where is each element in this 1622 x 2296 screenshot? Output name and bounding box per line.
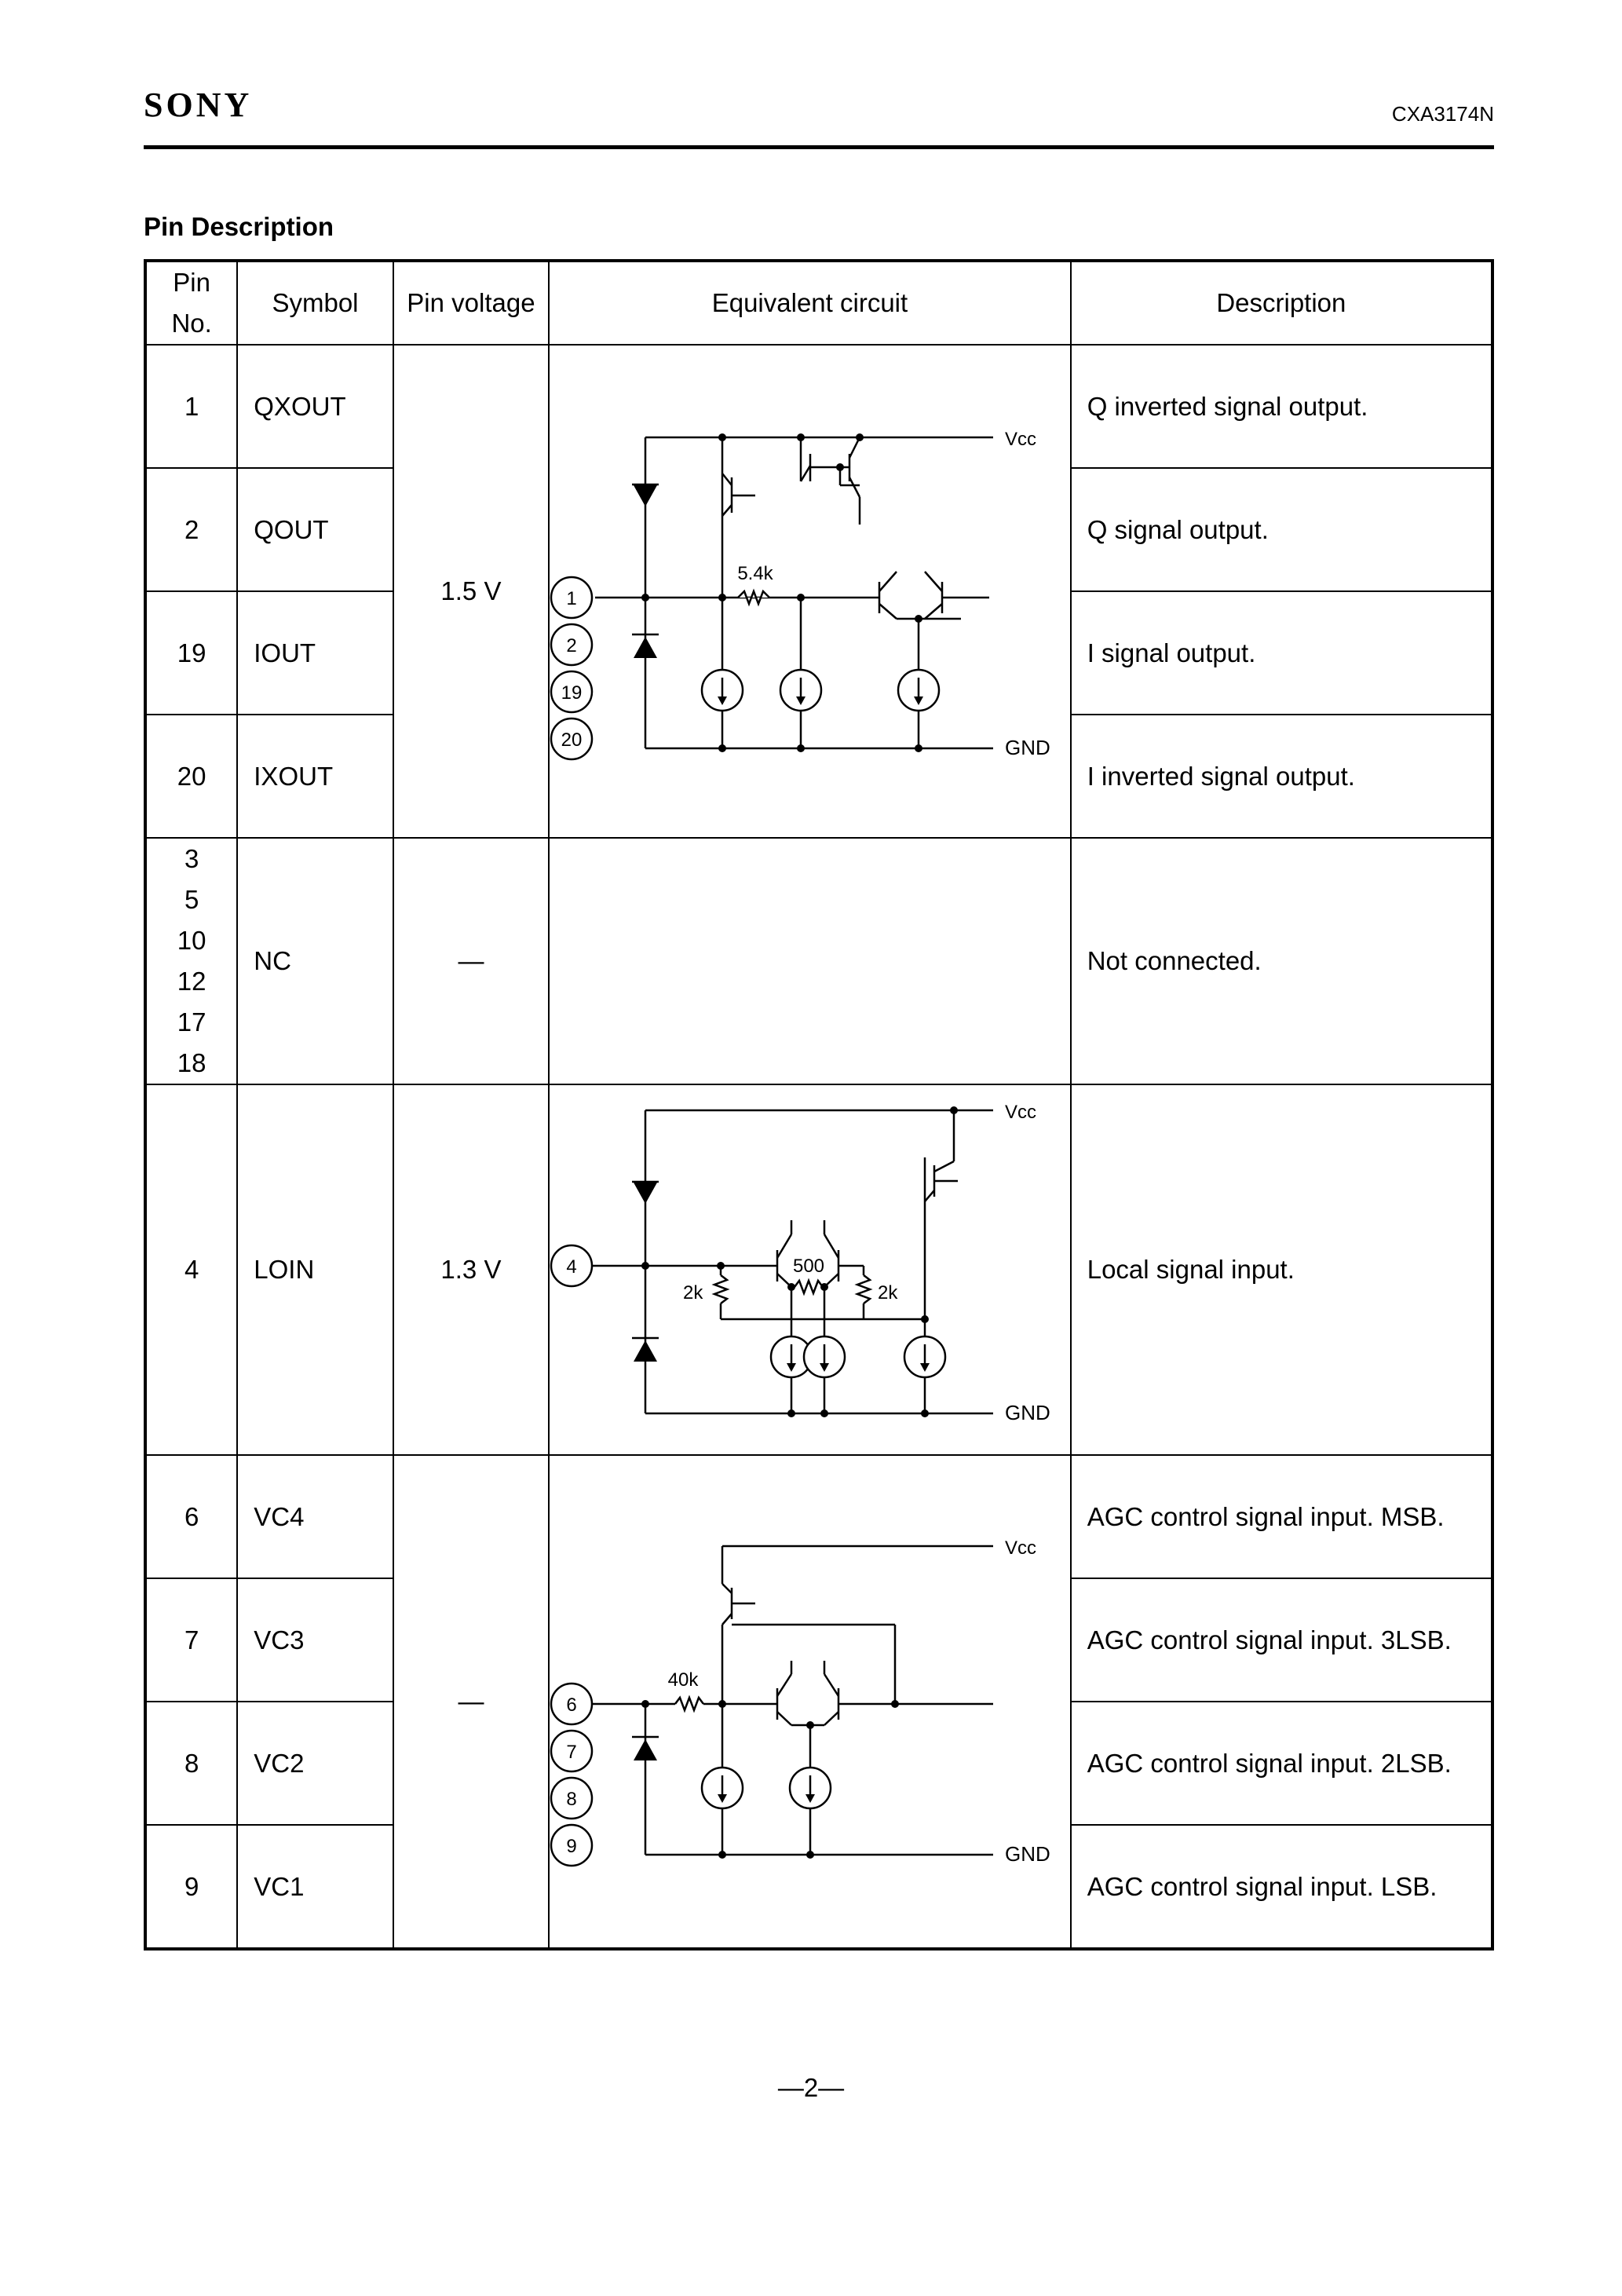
pin-number: 1	[145, 345, 237, 468]
part-number: CXA3174N	[1391, 102, 1494, 126]
pin-description: AGC control signal input. 2LSB.	[1071, 1702, 1492, 1825]
pin-number: 12	[177, 967, 206, 996]
pin-number: 4	[145, 1084, 237, 1455]
col-header-pin-no	[145, 261, 237, 345]
diode-icon	[634, 1183, 657, 1204]
resistor-label: 500	[793, 1256, 825, 1277]
pin-description: Q signal output.	[1071, 468, 1492, 591]
sony-logo: SONY	[144, 86, 253, 124]
page-number: —2—	[777, 2073, 845, 2102]
gnd-label: GND	[1005, 1401, 1050, 1424]
pin-symbol: VC4	[237, 1455, 393, 1578]
pin-number: 20	[145, 715, 237, 838]
pin-symbol: VC3	[237, 1578, 393, 1702]
equivalent-circuit-output	[549, 345, 1071, 838]
pin-number: 7	[145, 1578, 237, 1702]
pin-circle-label: 8	[566, 1789, 577, 1810]
output-circuit-diagram	[550, 348, 1070, 835]
pin-symbol: IXOUT	[237, 715, 393, 838]
pin-description: I signal output.	[1071, 591, 1492, 715]
pin-number: 18	[177, 1048, 206, 1077]
table-row	[145, 838, 1492, 1084]
equivalent-circuit-loin	[549, 1084, 1071, 1455]
pin-circle-label: 4	[566, 1256, 577, 1278]
pin-circle-label: 20	[561, 729, 583, 751]
resistor-label: 2k	[683, 1282, 703, 1303]
pin-symbol: NC	[237, 838, 393, 1084]
header-rule	[144, 145, 1494, 149]
diode-icon	[634, 1340, 657, 1362]
pin-symbol: IOUT	[237, 591, 393, 715]
pin-description: I inverted signal output.	[1071, 715, 1492, 838]
pin-number: 3	[184, 844, 199, 873]
vcc-label: Vcc	[1005, 1102, 1037, 1123]
pin-circle-label: 2	[566, 635, 577, 656]
vcc-label: Vcc	[1005, 429, 1037, 450]
diode-icon	[634, 637, 657, 658]
pin-description-table	[144, 259, 1494, 1951]
pin-voltage: 1.3 V	[393, 1084, 549, 1455]
table-row	[145, 345, 1492, 468]
table-header-row	[145, 261, 1492, 345]
pin-description: Not connected.	[1071, 838, 1492, 1084]
pin-number: 8	[145, 1702, 237, 1825]
pin-number: 2	[145, 468, 237, 591]
gnd-label: GND	[1005, 736, 1050, 759]
pin-symbol: LOIN	[237, 1084, 393, 1455]
diode-icon	[634, 485, 657, 506]
pin-number: 5	[184, 885, 199, 914]
pin-symbol: QOUT	[237, 468, 393, 591]
resistor-label: 5.4k	[737, 563, 773, 584]
gnd-label: GND	[1005, 1842, 1050, 1866]
resistor-label: 40k	[667, 1669, 699, 1691]
pin-circle-label: 7	[566, 1742, 577, 1763]
pin-circle-label: 9	[566, 1836, 577, 1857]
table-row	[145, 1455, 1492, 1578]
pin-number: 9	[145, 1825, 237, 1949]
pin-symbol: VC2	[237, 1702, 393, 1825]
vcc-label: Vcc	[1005, 1537, 1037, 1559]
pin-number-list	[145, 838, 237, 1084]
col-header-pin-voltage: Pin voltage	[393, 261, 549, 345]
pin-number: 19	[145, 591, 237, 715]
pin-number: 17	[177, 1007, 206, 1036]
pin-circle-label: 1	[566, 588, 577, 609]
col-header-pin-line2: No.	[171, 309, 212, 338]
pin-circle-label: 19	[561, 682, 583, 704]
pin-voltage: —	[393, 838, 549, 1084]
pin-description: AGC control signal input. LSB.	[1071, 1825, 1492, 1949]
loin-circuit-diagram	[550, 1087, 1070, 1453]
equivalent-circuit-empty	[549, 838, 1071, 1084]
agc-circuit-diagram	[550, 1458, 1070, 1945]
equivalent-circuit-agc	[549, 1455, 1071, 1949]
resistor-label: 2k	[878, 1282, 898, 1303]
pin-number: 6	[145, 1455, 237, 1578]
diode-icon	[634, 1739, 657, 1760]
pin-description: Q inverted signal output.	[1071, 345, 1492, 468]
pin-description: Local signal input.	[1071, 1084, 1492, 1455]
pin-description: AGC control signal input. MSB.	[1071, 1455, 1492, 1578]
col-header-pin-line1: Pin	[173, 268, 210, 297]
pin-circle-label: 6	[566, 1695, 577, 1716]
pin-symbol: VC1	[237, 1825, 393, 1949]
pin-voltage: 1.5 V	[393, 345, 549, 838]
col-header-symbol: Symbol	[237, 261, 393, 345]
col-header-equivalent-circuit: Equivalent circuit	[549, 261, 1071, 345]
pin-number: 10	[177, 926, 206, 955]
pin-description: AGC control signal input. 3LSB.	[1071, 1578, 1492, 1702]
pin-voltage: —	[393, 1455, 549, 1949]
pin-symbol: QXOUT	[237, 345, 393, 468]
col-header-description: Description	[1071, 261, 1492, 345]
table-row	[145, 1084, 1492, 1455]
section-title: Pin Description	[144, 212, 334, 241]
